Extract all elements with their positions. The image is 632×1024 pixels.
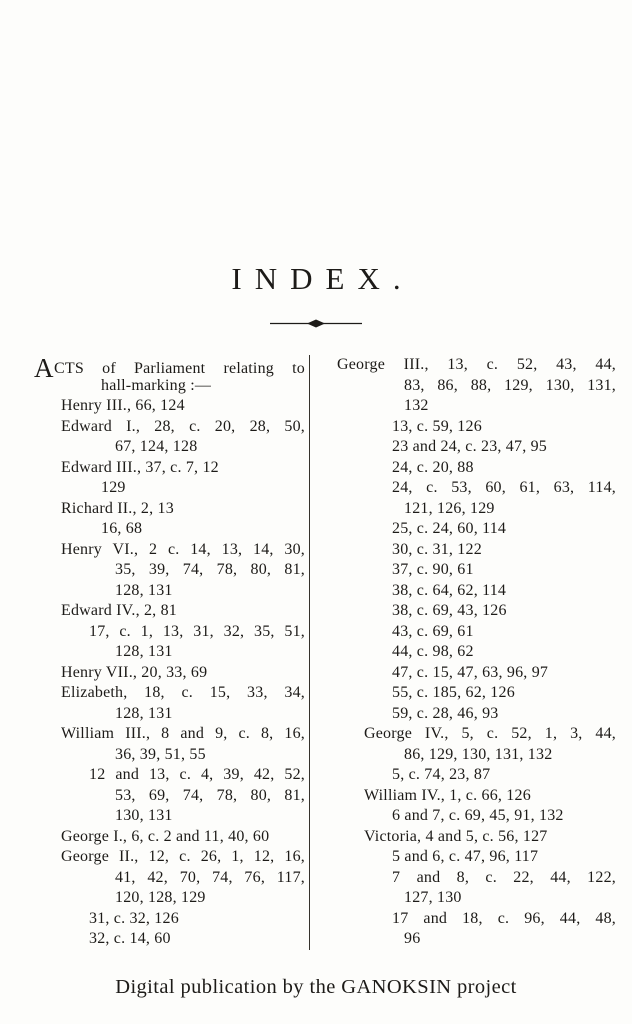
- page-title: INDEX.: [231, 261, 414, 296]
- index-line: 121, 126, 129: [404, 499, 495, 517]
- index-line: Henry VII., 20, 33, 69: [61, 663, 208, 681]
- index-column-right: [310, 355, 616, 950]
- index-line: 12 and 13, c. 4, 39, 42, 52,: [89, 766, 305, 783]
- index-line: 86, 129, 130, 131, 132: [404, 745, 553, 763]
- index-columns: [0, 355, 632, 950]
- index-line: George IV., 5, c. 52, 1, 3, 44,: [364, 725, 616, 742]
- index-line: 47, c. 15, 47, 63, 96, 97: [392, 663, 549, 681]
- index-line: William IV., 1, c. 66, 126: [364, 786, 531, 804]
- index-line: Edward I., 28, c. 20, 28, 50,: [61, 417, 305, 435]
- index-line: William III., 8 and 9, c. 8, 16,: [61, 725, 305, 742]
- index-line: 6 and 7, c. 69, 45, 91, 132: [392, 807, 564, 824]
- index-line: ACTS of Parliament relating to: [34, 353, 305, 383]
- index-line: 43, c. 69, 61: [392, 622, 474, 640]
- index-line: 67, 124, 128: [115, 438, 198, 455]
- index-line: 41, 42, 70, 74, 76, 117,: [115, 868, 305, 886]
- index-line: 35, 39, 74, 78, 80, 81,: [115, 561, 305, 578]
- index-line: 5, c. 74, 23, 87: [392, 766, 491, 783]
- index-line: 127, 130: [404, 889, 462, 906]
- index-line: 24, c. 20, 88: [392, 458, 474, 476]
- index-line: 130, 131: [115, 807, 173, 824]
- index-line: 5 and 6, c. 47, 96, 117: [392, 848, 539, 865]
- index-line: 38, c. 64, 62, 114: [392, 581, 507, 599]
- index-line: Victoria, 4 and 5, c. 56, 127: [364, 827, 548, 845]
- index-line: 13, c. 59, 126: [392, 417, 482, 435]
- index-line: hall-marking :—: [101, 376, 212, 394]
- ornamental-divider: [268, 315, 364, 324]
- footer-credit: Digital publication by the GANOKSIN project: [115, 976, 517, 998]
- index-line: George I., 6, c. 2 and 11, 40, 60: [61, 827, 270, 845]
- index-line: 129: [101, 479, 126, 496]
- index-line: 128, 131: [115, 581, 173, 599]
- index-line: George III., 13, c. 52, 43, 44,: [337, 356, 616, 373]
- index-line: 7 and 8, c. 22, 44, 122,: [392, 868, 616, 886]
- index-line: Edward III., 37, c. 7, 12: [61, 458, 219, 476]
- index-line: Edward IV., 2, 81: [61, 602, 177, 619]
- index-line: 120, 128, 129: [115, 889, 206, 906]
- index-line: 128, 131: [115, 643, 173, 660]
- index-line: George II., 12, c. 26, 1, 12, 16,: [61, 848, 305, 865]
- index-line: 31, c. 32, 126: [89, 909, 179, 927]
- index-line: 128, 131: [115, 704, 173, 722]
- index-line: 83, 86, 88, 129, 130, 131,: [404, 376, 616, 394]
- index-line: 25, c. 24, 60, 114: [392, 520, 507, 537]
- index-line: 38, c. 69, 43, 126: [392, 602, 507, 619]
- rule-with-diamond-icon: [268, 319, 364, 328]
- index-line: Henry III., 66, 124: [61, 397, 185, 414]
- index-line: 36, 39, 51, 55: [115, 745, 206, 763]
- index-line: 55, c. 185, 62, 126: [392, 684, 515, 701]
- index-line: 23 and 24, c. 23, 47, 95: [392, 438, 548, 455]
- index-column-left: [34, 355, 305, 950]
- index-line: 37, c. 90, 61: [392, 561, 474, 578]
- dropcap-initial: A: [34, 353, 54, 383]
- index-line: 17 and 18, c. 96, 44, 48,: [392, 909, 616, 927]
- index-line: 59, c. 28, 46, 93: [392, 704, 499, 722]
- index-line: 44, c. 98, 62: [392, 643, 474, 660]
- index-line: 53, 69, 74, 78, 80, 81,: [115, 786, 305, 804]
- index-line: 17, c. 1, 13, 31, 32, 35, 51,: [89, 622, 305, 640]
- index-line: 24, c. 53, 60, 61, 63, 114,: [392, 479, 616, 496]
- index-line: 30, c. 31, 122: [392, 540, 482, 558]
- index-line: 132: [404, 397, 429, 414]
- index-line: 96: [404, 930, 421, 947]
- index-line: 32, c. 14, 60: [89, 930, 171, 947]
- index-line: Henry VI., 2 c. 14, 13, 14, 30,: [61, 540, 305, 558]
- index-line: 16, 68: [101, 520, 143, 537]
- index-line: Elizabeth, 18, c. 15, 33, 34,: [61, 684, 305, 701]
- index-line: Richard II., 2, 13: [61, 499, 174, 517]
